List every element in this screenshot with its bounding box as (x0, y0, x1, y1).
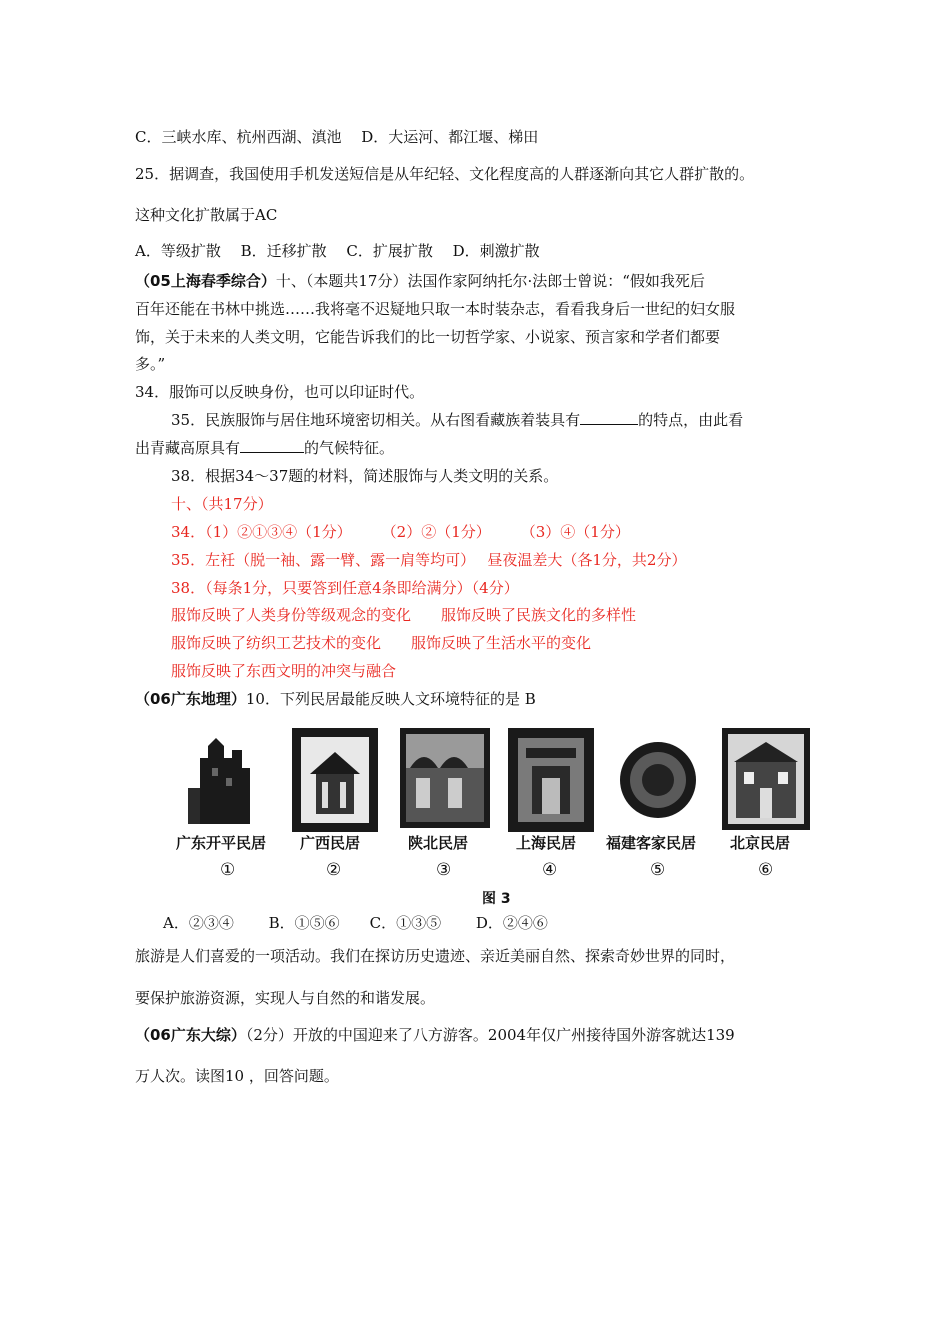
question-35 (171, 410, 743, 430)
figure-number-3: ③ (436, 860, 452, 880)
answer-blank-2 (240, 438, 304, 453)
question-38: 38．根据34～37题的材料，简述服饰与人类文明的关系。 (171, 467, 559, 485)
section-ten-text: 十、（本题共17分）法国作家阿纳托尔·法郎士曾说：“假如我死后 (275, 272, 705, 290)
question-35-text-c: 出青藏高原具有 (135, 439, 241, 457)
figure-caption: 图 3 (482, 891, 511, 907)
quote-line-3: 饰，关于未来的人类文明，它能告诉我们的比一切哲学家、小说家、预言家和学者们都要 (135, 328, 721, 346)
beijing-dwelling-image (722, 728, 810, 830)
answer-34: 34．（1）②①③④（1分） （2）②（1分） （3）④（1分） (171, 523, 630, 541)
answer-38-line-3: 服饰反映了东西文明的冲突与融合 (171, 662, 397, 680)
figure-number-2: ② (326, 860, 342, 880)
shanghai-dwelling-image (508, 728, 594, 832)
fujian-hakka-dwelling-image (618, 728, 698, 824)
tourism-paragraph-2: 要保护旅游资源，实现人与自然的和谐发展。 (135, 989, 436, 1007)
figure-number-5: ⑤ (650, 860, 666, 880)
answer-blank-1 (580, 410, 638, 425)
question-25-options: A．等级扩散 B．迁移扩散 C．扩展扩散 D．刺激扩散 (135, 242, 540, 260)
question-35-text-a: 35．民族服饰与居住地环境密切相关。从右图看藏族着装具有 (171, 411, 581, 429)
caption-guangxi: 广西民居 (300, 834, 361, 852)
shanbei-dwelling-image (400, 728, 490, 828)
guangxi-dwelling-image (292, 728, 378, 832)
caption-shanghai: 上海民居 (516, 834, 577, 852)
answer-heading: 十、（共17分） (171, 495, 273, 513)
tourism-paragraph-1: 旅游是人们喜爱的一项活动。我们在探访历史遗迹、亲近美丽自然、探索奇妙世界的同时， (135, 947, 736, 965)
source-tag: （05上海春季综合） (135, 272, 276, 290)
question-35-cont (135, 438, 394, 458)
figure-number-4: ④ (542, 860, 558, 880)
figure-number-6: ⑥ (758, 860, 774, 880)
quote-line-4: 多。” (135, 355, 166, 373)
question-10-text: 10．下列民居最能反映人文环境特征的是 B (245, 690, 536, 708)
option-line-c-d: C．三峡水库、杭州西湖、滇池 D．大运河、都江堰、梯田 (135, 128, 539, 146)
question-10-options: A．②③④ B．①⑤⑥ C．①③⑤ D．②④⑥ (163, 914, 548, 932)
question-10 (135, 689, 536, 709)
source-tag: （06广东大综） (135, 1026, 246, 1044)
quote-line-2: 百年还能在书林中挑选……我将毫不迟疑地只取一本时装杂志，看看我身后一世纪的妇女服 (135, 300, 736, 318)
caption-fujian-hakka: 福建客家民居 (606, 834, 697, 852)
answer-38: 38．（每条1分，只要答到任意4条即给满分）（4分） (171, 579, 519, 597)
dwellings-figure (170, 720, 818, 910)
guangdong-question-text: （2分）开放的中国迎来了八方游客。2004年仅广州接待国外游客就达139 (245, 1026, 735, 1044)
caption-beijing: 北京民居 (730, 834, 791, 852)
caption-shanbei: 陕北民居 (408, 834, 469, 852)
caption-guangdong-kaiping: 广东开平民居 (176, 834, 267, 852)
answer-35: 35．左衽（脱一袖、露一臂、露一肩等均可） 昼夜温差大（各1分，共2分） (171, 551, 687, 569)
question-35-text-b: 的特点，由此看 (638, 411, 744, 429)
question-25: 25．据调查，我国使用手机发送短信是从年纪轻、文化程度高的人群逐渐向其它人群扩散的。 (135, 165, 755, 183)
figure-number-1: ① (220, 860, 236, 880)
question-35-text-d: 的气候特征。 (304, 439, 395, 457)
source-tag: （06广东地理） (135, 690, 246, 708)
guangdong-question (135, 1025, 735, 1045)
section-ten-intro (135, 271, 705, 291)
guangdong-question-cont: 万人次。读图10 ，回答问题。 (135, 1067, 339, 1085)
kaiping-dwelling-image (182, 728, 256, 826)
answer-38-line-1: 服饰反映了人类身份等级观念的变化 服饰反映了民族文化的多样性 (171, 606, 637, 624)
question-34: 34．服饰可以反映身份，也可以印证时代。 (135, 383, 425, 401)
answer-38-line-2: 服饰反映了纺织工艺技术的变化 服饰反映了生活水平的变化 (171, 634, 592, 652)
question-25-cont: 这种文化扩散属于AC (135, 206, 278, 224)
